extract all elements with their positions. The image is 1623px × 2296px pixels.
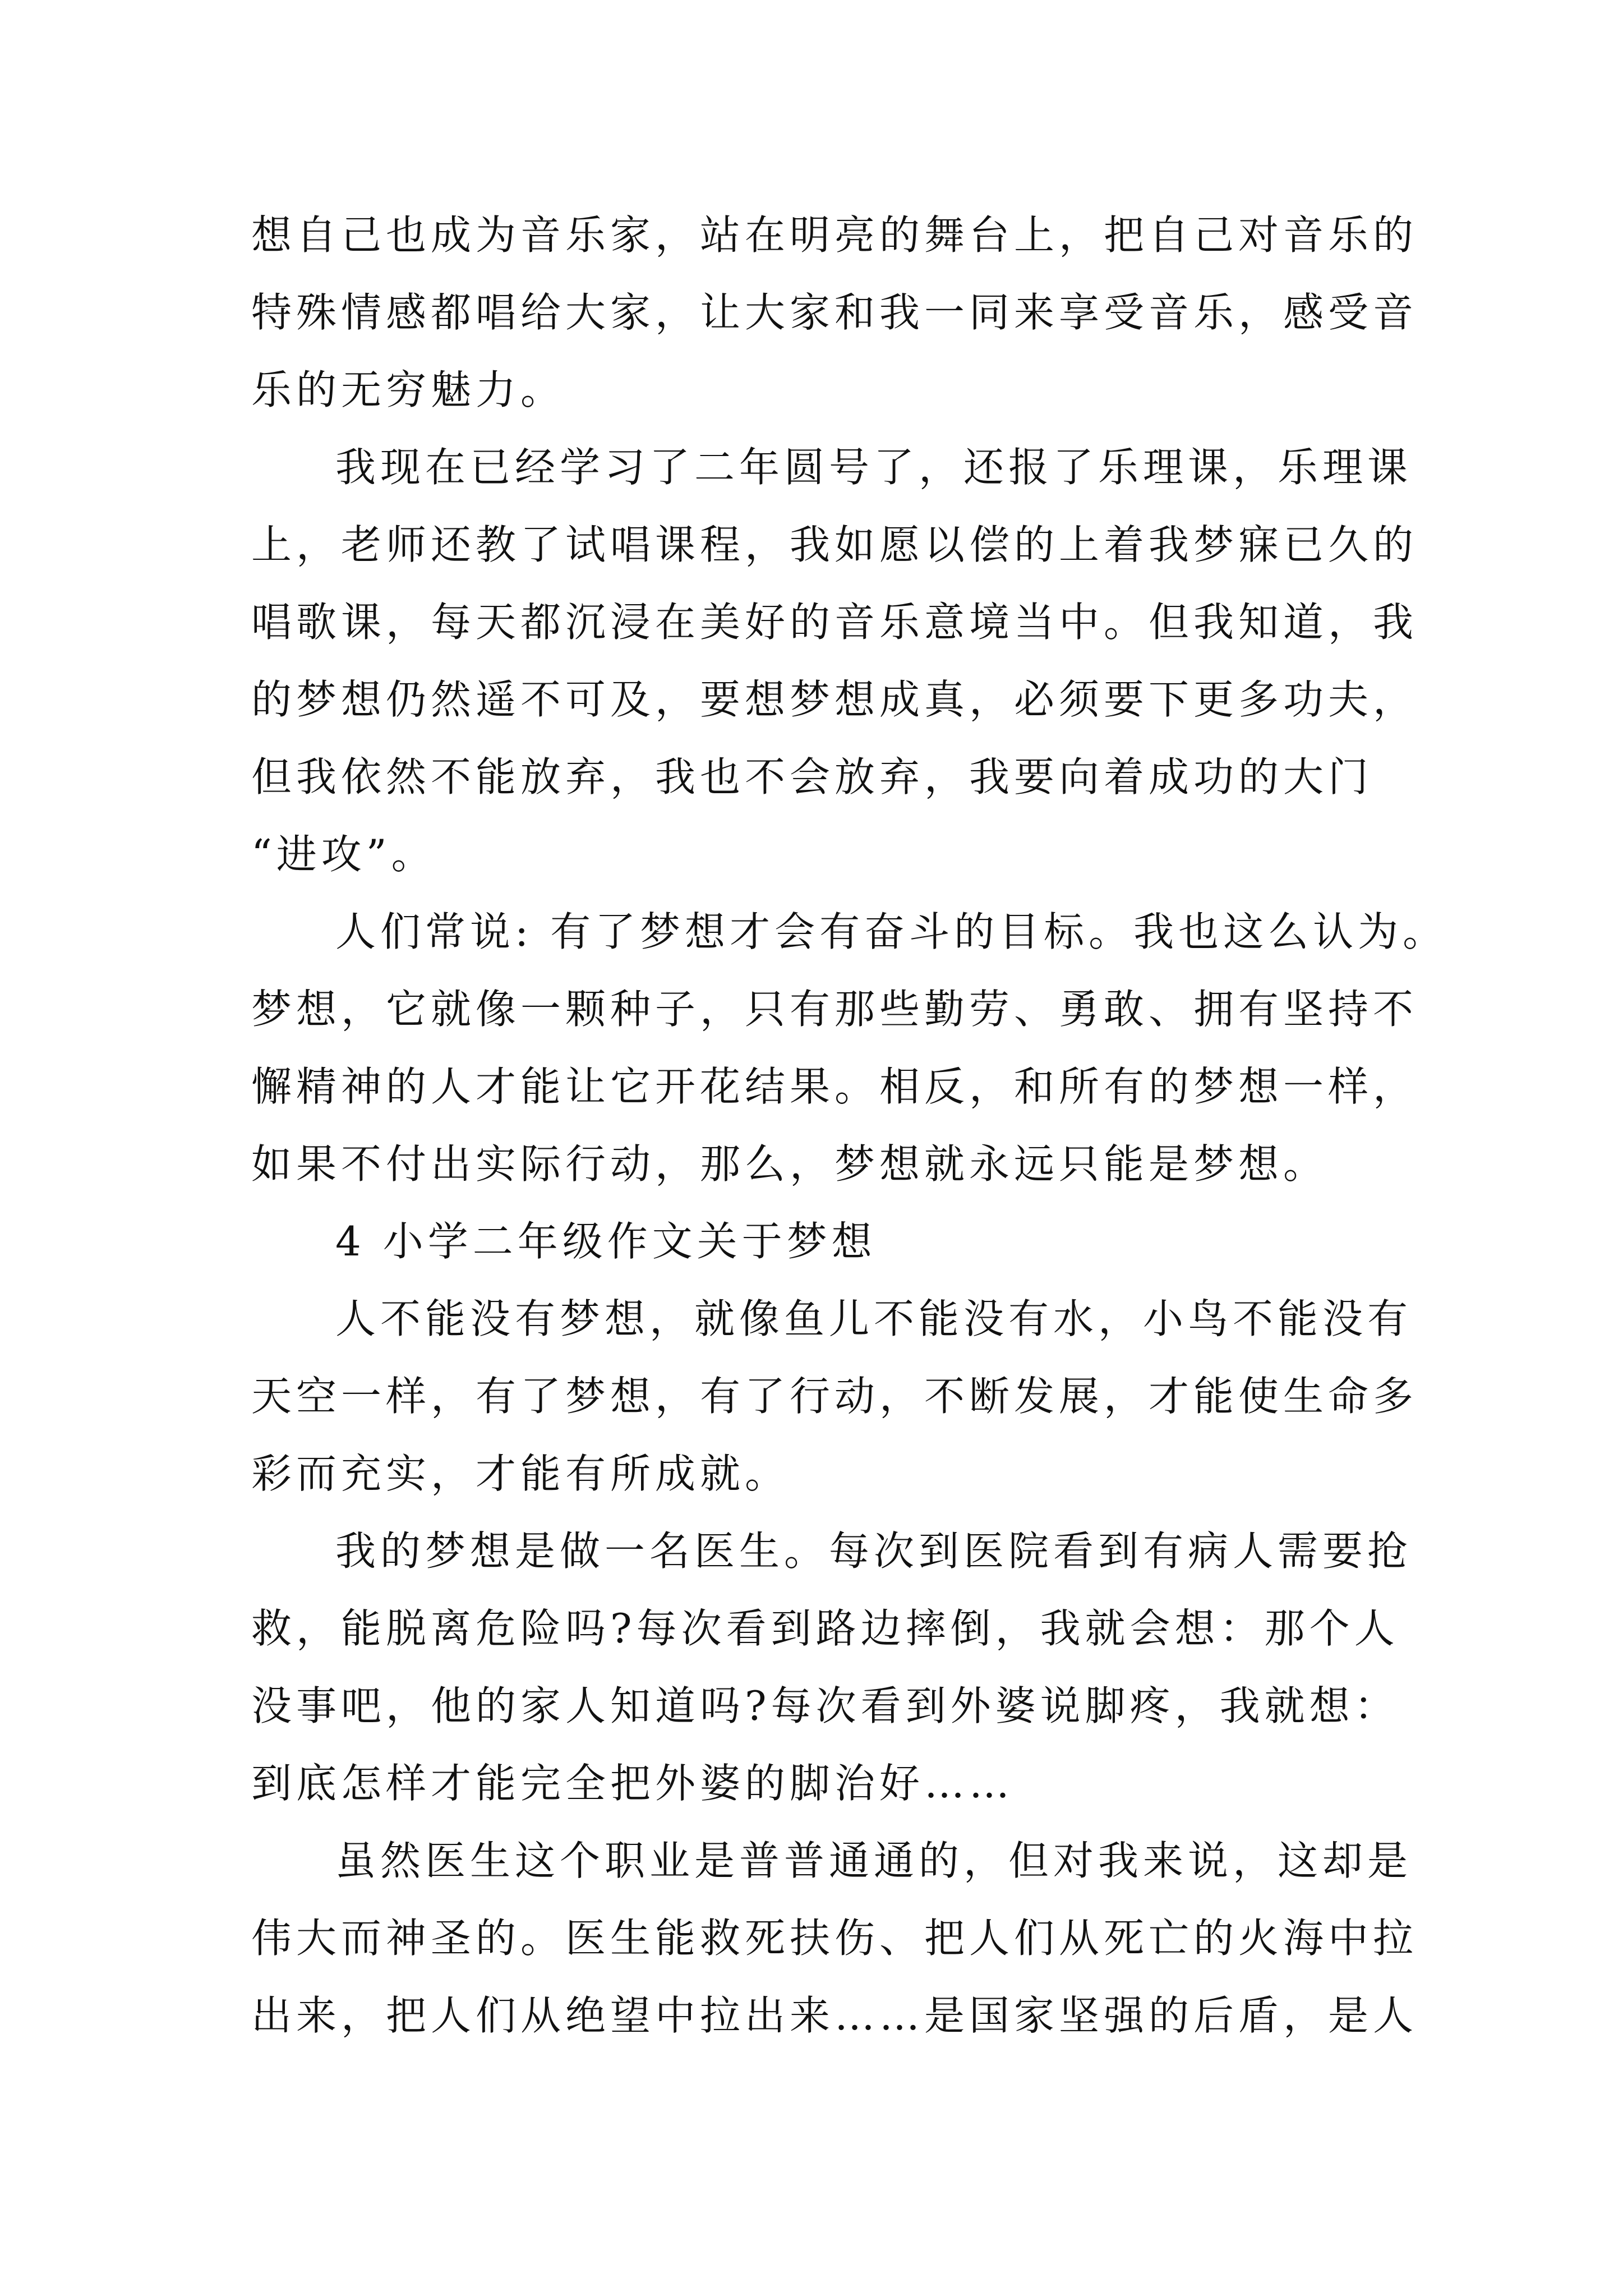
text-line: 天空一样，有了梦想，有了行动，不断发展，才能使生命多 — [251, 1373, 1418, 1420]
text-line: “进攻”。 — [251, 831, 436, 878]
text-line: 没事吧，他的家人知道吗?每次看到外婆说脚疼，我就想： — [251, 1682, 1399, 1729]
text-line: 乐的无穷魅力。 — [251, 366, 566, 413]
text-line: 特殊情感都唱给大家，让大家和我一同来享受音乐，感受音 — [251, 289, 1418, 336]
text-line: 但我依然不能放弃，我也不会放弃，我要向着成功的大门 — [251, 753, 1373, 800]
paragraph-start-line: 我的梦想是做一名医生。每次到医院看到有病人需要抢 — [335, 1527, 1413, 1575]
paragraph-start-line: 人不能没有梦想，就像鱼儿不能没有水，小鸟不能没有 — [335, 1295, 1413, 1342]
text-line: 上，老师还教了试唱课程，我如愿以偿的上着我梦寐已久的 — [251, 521, 1418, 568]
paragraph-start-line: 人们常说: 有了梦想才会有奋斗的目标。我也这么认为。 — [335, 908, 1448, 955]
paragraph-start-line: 虽然医生这个职业是普普通通的，但对我来说，这却是 — [335, 1837, 1413, 1884]
text-line: 懈精神的人才能让它开花结果。相反，和所有的梦想一样， — [251, 1063, 1418, 1110]
text-line: 彩而充实，才能有所成就。 — [251, 1450, 790, 1497]
text-line: 到底怎样才能完全把外婆的脚治好…… — [251, 1760, 1015, 1807]
body-text — [251, 196, 1448, 2054]
text-line: 出来，把人们从绝望中拉出来……是国家坚强的后盾，是人 — [251, 1992, 1418, 2039]
text-line: 梦想，它就像一颗种子，只有那些勤劳、勇敢、拥有坚持不 — [251, 986, 1418, 1033]
text-line: 想自己也成为音乐家，站在明亮的舞台上，把自己对音乐的 — [251, 211, 1418, 259]
paragraph-start-line: 我现在已经学习了二年圆号了，还报了乐理课，乐理课 — [335, 444, 1413, 491]
text-line: 如果不付出实际行动，那么，梦想就永远只能是梦想。 — [251, 1140, 1329, 1188]
text-line: 伟大而神圣的。医生能救死扶伤、把人们从死亡的火海中拉 — [251, 1915, 1418, 1962]
text-line: 的梦想仍然遥不可及，要想梦想成真，必须要下更多功夫， — [251, 676, 1418, 723]
text-line: 救，能脱离危险吗?每次看到路边摔倒，我就会想：那个人 — [251, 1605, 1399, 1652]
text-line: 唱歌课，每天都沉浸在美好的音乐意境当中。但我知道，我 — [251, 599, 1418, 646]
section-heading: 4 小学二年级作文关于梦想 — [335, 1218, 877, 1265]
